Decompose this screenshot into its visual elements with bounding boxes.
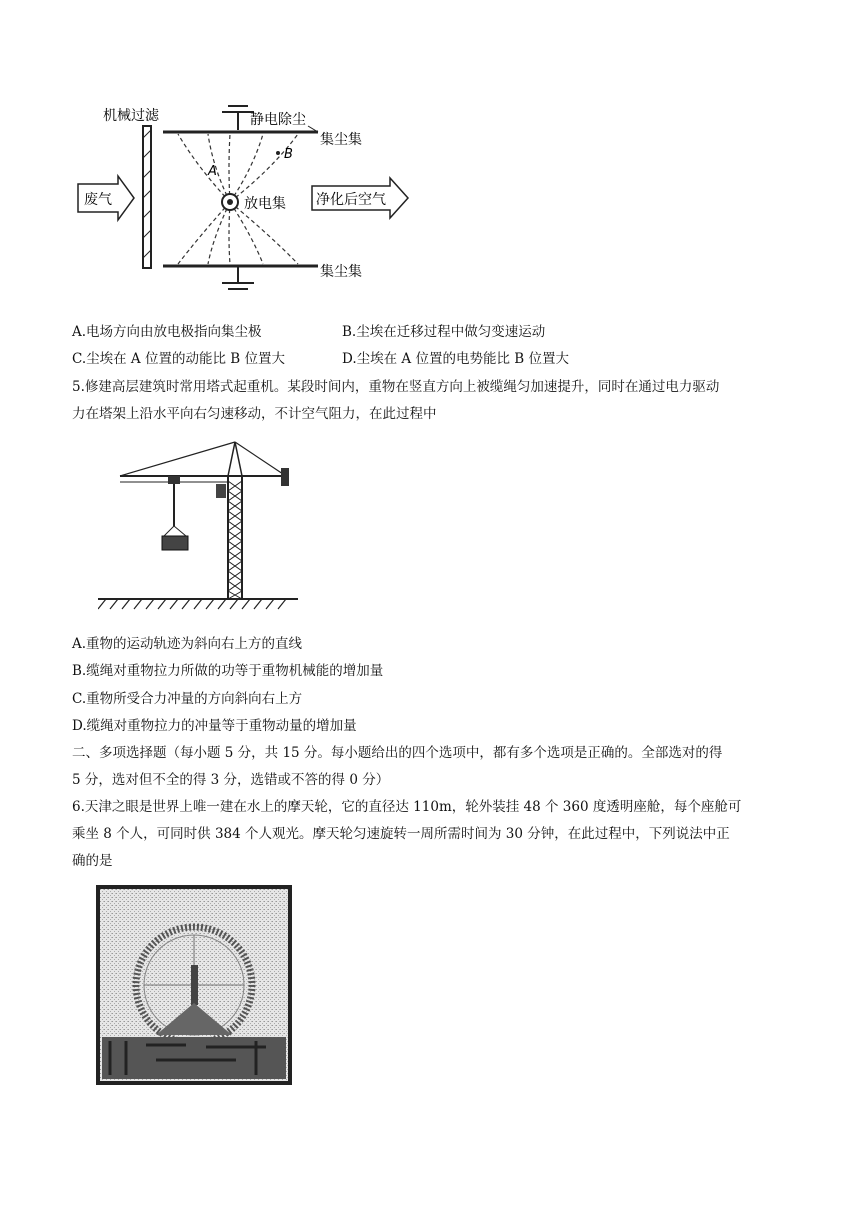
- q5-stem-line1: 5.修建高层建筑时常用塔式起重机。某段时间内，重物在竖直方向上被缆绳匀加速提升，同时在通过电力驱动: [72, 379, 720, 395]
- point-a-label: A: [208, 164, 217, 179]
- section2-line2: 5 分，选对但不全的得 3 分，选错或不答的得 0 分）: [72, 772, 390, 788]
- q6-stem-line2: 乘坐 8 个人，可同时供 384 个人观光。摩天轮匀速旋转一周所需时间为 30 分钟，在此过程中，下列说法中正: [72, 826, 730, 842]
- electrostatic-label: 静电除尘: [250, 112, 306, 128]
- tower-crane-figure: [98, 436, 303, 616]
- collector-top-label: 集尘集: [320, 132, 362, 148]
- q5-option-d: D.缆绳对重物拉力的冲量等于重物动量的增加量: [72, 718, 357, 734]
- q4-option-a: A.电场方向由放电极指向集尘极: [72, 324, 262, 340]
- q5-option-a: A.重物的运动轨迹为斜向右上方的直线: [72, 636, 303, 652]
- q4-option-b: B.尘埃在迁移过程中做匀变速运动: [342, 324, 546, 340]
- q5-option-b: B.缆绳对重物拉力所做的功等于重物机械能的增加量: [72, 663, 384, 679]
- mech-filter-label: 机械过滤: [103, 108, 159, 124]
- q6-stem-line1: 6.天津之眼是世界上唯一建在水上的摩天轮，它的直径达 110m，轮外装挂 48 个 360 度透明座舱，每个座舱可: [72, 799, 742, 815]
- q5-option-c: C.重物所受合力冲量的方向斜向右上方: [72, 691, 303, 707]
- electrostatic-precipitator-figure: [68, 98, 418, 313]
- ferris-wheel-photo: [96, 885, 292, 1085]
- discharge-label: 放电集: [244, 196, 286, 212]
- q5-stem-line2: 力在塔架上沿水平向右匀速移动，不计空气阻力，在此过程中: [72, 406, 437, 422]
- clean-air-label: 净化后空气: [316, 192, 386, 208]
- point-b-label: B: [284, 147, 293, 162]
- q4-option-d: D.尘埃在 A 位置的电势能比 B 位置大: [342, 351, 569, 367]
- section2-line1: 二、多项选择题（每小题 5 分，共 15 分。每小题给出的四个选项中，都有多个选项是正确的。全部选对的得: [72, 745, 723, 761]
- collector-bottom-label: 集尘集: [320, 264, 362, 280]
- exhaust-label: 废气: [84, 192, 112, 208]
- q4-option-c: C.尘埃在 A 位置的动能比 B 位置大: [72, 351, 285, 367]
- q6-stem-line3: 确的是: [72, 853, 113, 869]
